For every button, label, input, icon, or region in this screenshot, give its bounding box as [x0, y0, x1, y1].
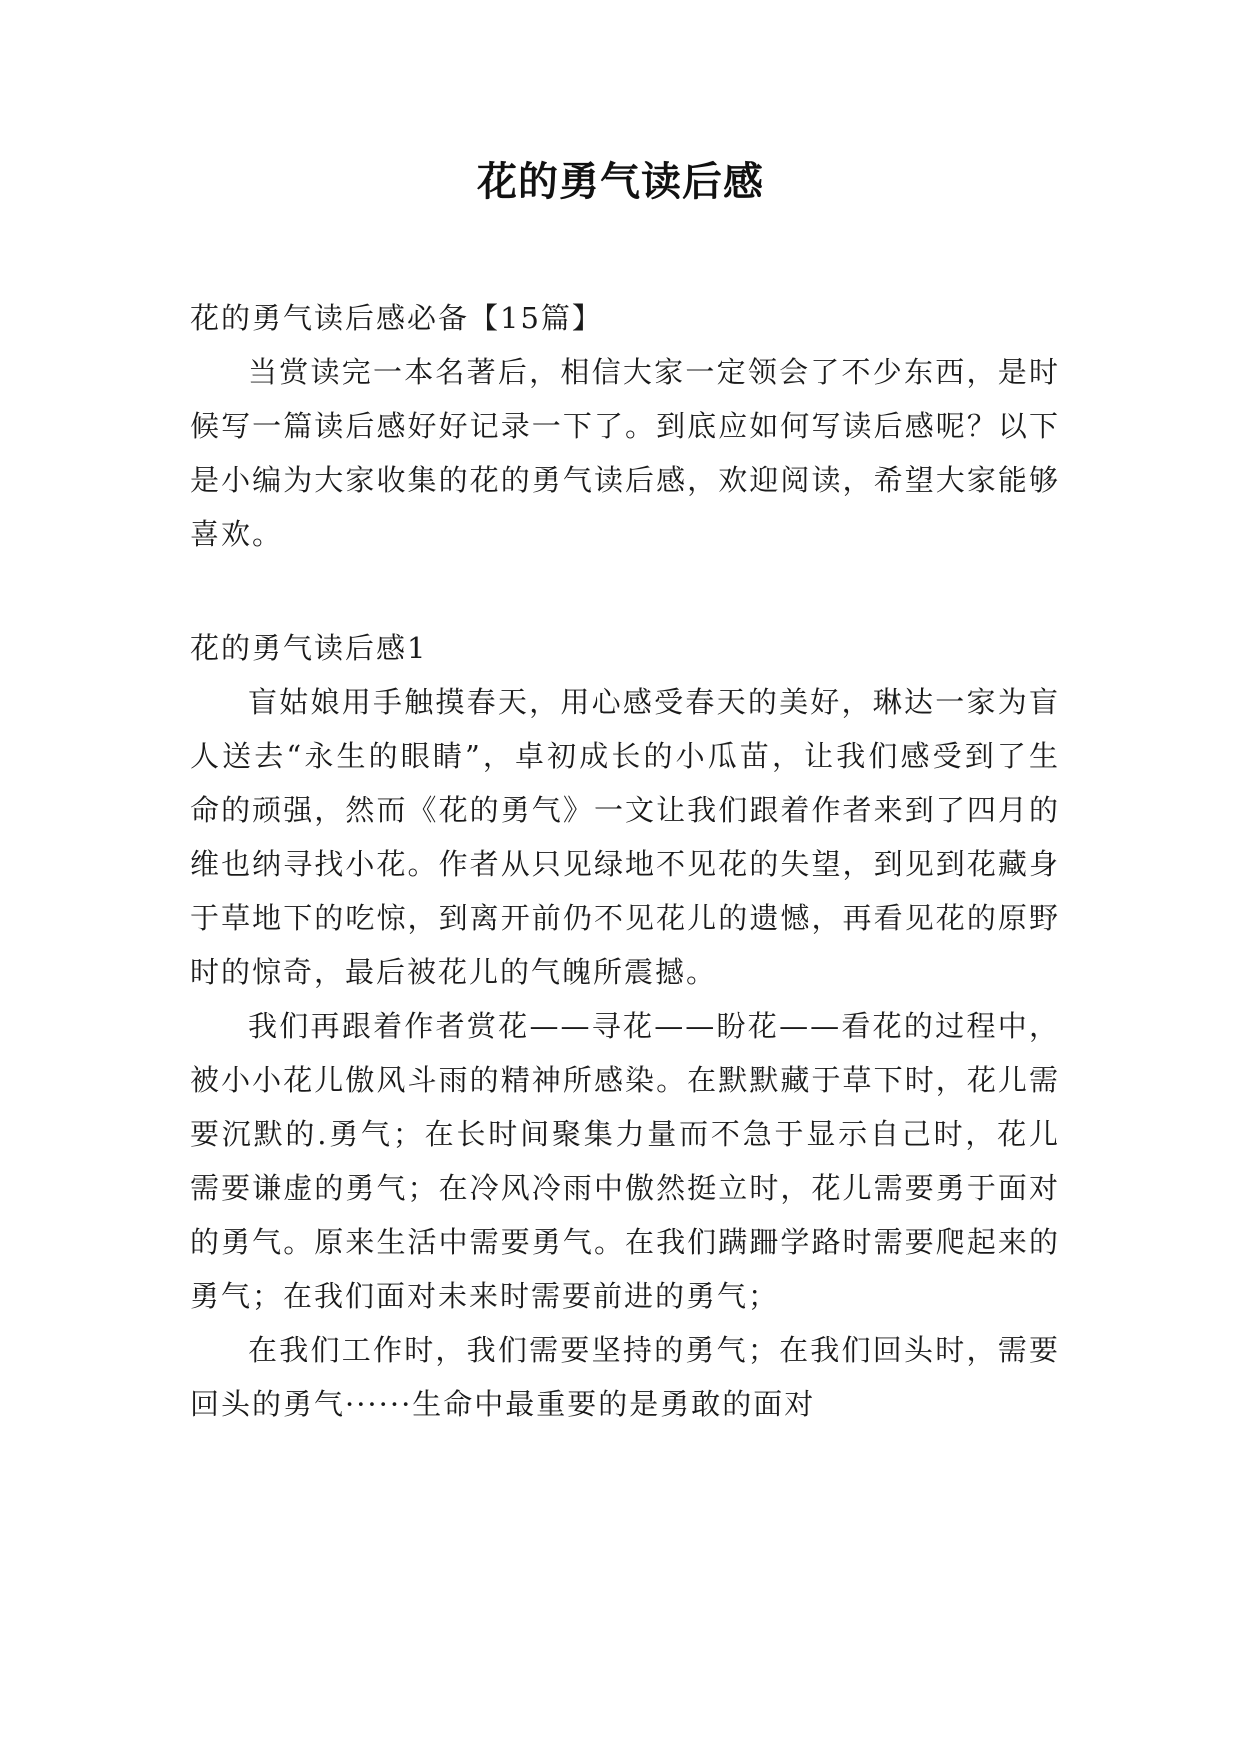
- document-body: [190, 291, 1060, 1431]
- body-paragraph: 我们再跟着作者赏花——寻花——盼花——看花的过程中，被小小花儿傲风斗雨的精神所感染。在默默藏于草下时，花儿需要沉默的.勇气；在长时间聚集力量而不急于显示自己时，花儿需要谦虚的勇气；在冷风冷雨中傲然挺立时，花儿需要勇于面对的勇气。原来生活中需要勇气。在我们蹒跚学路时需要爬起来的勇气；在我们面对未来时需要前进的勇气；: [190, 1009, 1060, 1313]
- body-paragraph: 盲姑娘用手触摸春天，用心感受春天的美好，琳达一家为盲人送去“永生的眼睛”，卓初成长的小瓜苗，让我们感受到了生命的顽强，然而《花的勇气》一文让我们跟着作者来到了四月的维也纳寻找小花。作者从只见绿地不见花的失望，到见到花藏身于草地下的吃惊，到离开前仍不见花儿的遗憾，再看见花的原野时的惊奇，最后被花儿的气魄所震撼。: [190, 685, 1060, 989]
- document-title: 花的勇气读后感: [477, 159, 764, 205]
- body-paragraph: 在我们工作时，我们需要坚持的勇气；在我们回头时，需要回头的勇气······生命中最重要的是勇敢的面对: [190, 1333, 1060, 1421]
- intro-heading: 花的勇气读后感必备【15篇】: [190, 301, 603, 335]
- section-heading: 花的勇气读后感1: [190, 631, 428, 665]
- section-spacer: [190, 561, 1060, 621]
- intro-paragraph: 当赏读完一本名著后，相信大家一定领会了不少东西，是时候写一篇读后感好好记录一下了。到底应如何写读后感呢？以下是小编为大家收集的花的勇气读后感，欢迎阅读，希望大家能够喜欢。: [190, 355, 1060, 551]
